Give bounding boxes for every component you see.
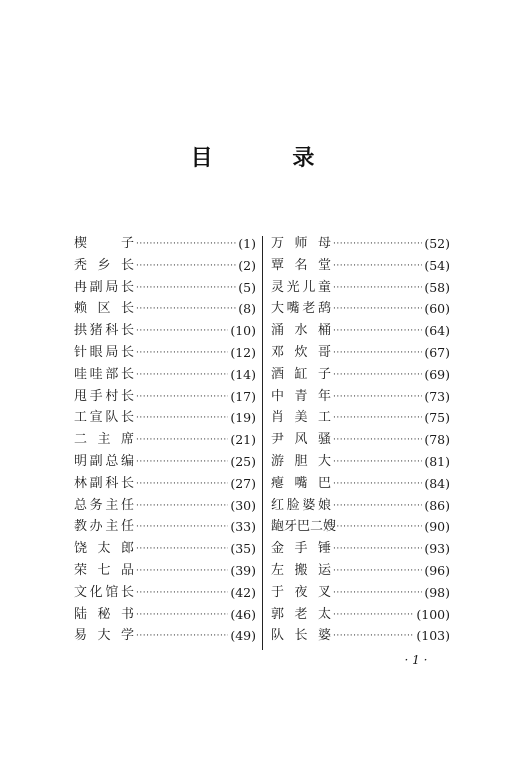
toc-entry — [74, 407, 256, 429]
toc-entry-title: 龅牙巴二嫂 — [271, 519, 337, 535]
dot-leader — [333, 625, 414, 647]
toc-entry — [74, 364, 256, 386]
toc-entry-page: (54) — [424, 257, 450, 273]
toc-entry-title: 冉副局长 — [74, 279, 134, 295]
toc-entry-title: 涌水桶 — [271, 323, 331, 339]
dot-leader — [333, 386, 422, 408]
toc-entry-title: 明副总编 — [74, 453, 134, 469]
toc-entry-page: (19) — [230, 410, 256, 426]
toc-entry-page: (49) — [230, 628, 256, 644]
toc-entry-page: (58) — [424, 279, 450, 295]
toc-entry-title: 游胆大 — [271, 453, 331, 469]
toc-entry-page: (69) — [424, 366, 450, 382]
toc-entry — [271, 582, 450, 604]
toc-entry-page: (86) — [424, 497, 450, 513]
toc-entry-page: (2) — [238, 257, 256, 273]
dot-leader — [136, 298, 236, 320]
toc-entry-page: (81) — [424, 453, 450, 469]
toc-entry — [74, 277, 256, 299]
dot-leader — [333, 298, 422, 320]
toc-entry — [271, 407, 450, 429]
toc-entry-page: (75) — [424, 410, 450, 426]
toc-entry-title: 教办主任 — [74, 519, 134, 535]
toc-entry-page: (78) — [424, 432, 450, 448]
dot-leader — [136, 407, 228, 429]
dot-leader — [333, 429, 422, 451]
toc-entry-page: (17) — [230, 388, 256, 404]
toc-entry-title: 红脸婆娘 — [271, 497, 331, 513]
toc-entry-title: 郭老太 — [271, 606, 331, 622]
toc-entry-title: 总务主任 — [74, 497, 134, 513]
dot-leader — [136, 538, 228, 560]
toc-entry-title: 覃名堂 — [271, 257, 331, 273]
toc-entry-title: 拱猪科长 — [74, 323, 134, 339]
toc-entry-page: (93) — [424, 541, 450, 557]
dot-leader — [333, 604, 414, 626]
toc-entry-title: 秃乡长 — [74, 257, 134, 273]
dot-leader — [136, 516, 228, 538]
toc-entry-title: 陆秘书 — [74, 606, 134, 622]
dot-leader — [333, 320, 422, 342]
toc-entry — [271, 233, 450, 255]
toc-entry — [74, 451, 256, 473]
toc-entry-page: (25) — [230, 453, 256, 469]
dot-leader — [136, 625, 228, 647]
toc-entry — [271, 473, 450, 495]
dot-leader — [333, 516, 422, 538]
toc-entry-title: 于夜叉 — [271, 584, 331, 600]
toc-entry-page: (8) — [238, 301, 256, 317]
toc-entry — [271, 538, 450, 560]
toc-entry-title: 左搬运 — [271, 562, 331, 578]
toc-entry — [74, 255, 256, 277]
toc-entry — [74, 560, 256, 582]
dot-leader — [136, 364, 228, 386]
dot-leader — [136, 386, 228, 408]
toc-entry-title: 荣七品 — [74, 562, 134, 578]
toc-right-column — [271, 233, 450, 647]
dot-leader — [333, 255, 422, 277]
page-number: · 1 · — [404, 653, 428, 667]
toc-entry-title: 针眼局长 — [74, 344, 134, 360]
toc-entry-title: 二主席 — [74, 432, 134, 448]
toc-entry-title: 林副科长 — [74, 475, 134, 491]
toc-entry — [74, 386, 256, 408]
toc-entry — [74, 473, 256, 495]
dot-leader — [136, 277, 236, 299]
dot-leader — [333, 473, 422, 495]
toc-entry-page: (35) — [230, 541, 256, 557]
dot-leader — [333, 364, 422, 386]
toc-entry — [74, 604, 256, 626]
dot-leader — [333, 407, 422, 429]
toc-entry-title: 楔子 — [74, 236, 134, 251]
toc-entry — [271, 386, 450, 408]
dot-leader — [333, 495, 422, 517]
toc-entry-page: (14) — [230, 366, 256, 382]
dot-leader — [136, 233, 236, 255]
toc-entry-page: (100) — [416, 606, 450, 622]
toc-entry-title: 金手锤 — [271, 541, 331, 557]
dot-leader — [333, 582, 422, 604]
toc-entry-page: (96) — [424, 562, 450, 578]
toc-entry-page: (21) — [230, 432, 256, 448]
toc-entry — [271, 451, 450, 473]
dot-leader — [136, 604, 228, 626]
toc-entry-page: (30) — [230, 497, 256, 513]
toc-entry — [271, 364, 450, 386]
toc-entry-page: (52) — [424, 236, 450, 251]
page-title: 目 录 — [190, 145, 351, 171]
toc-entry — [74, 582, 256, 604]
toc-entry — [271, 342, 450, 364]
toc-entry — [271, 560, 450, 582]
toc-entry-page: (33) — [230, 519, 256, 535]
toc-entry-page: (103) — [416, 628, 450, 644]
dot-leader — [136, 582, 228, 604]
toc-entry-page: (90) — [424, 519, 450, 535]
toc-entry — [74, 516, 256, 538]
toc-entry — [271, 277, 450, 299]
toc-entry-title: 工宣队长 — [74, 410, 134, 426]
toc-entry-page: (64) — [424, 323, 450, 339]
toc-left-column — [74, 233, 256, 647]
toc-entry — [74, 429, 256, 451]
toc-entry-page: (60) — [424, 301, 450, 317]
toc-entry — [74, 298, 256, 320]
toc-entry-title: 哇哇部长 — [74, 366, 134, 382]
toc-entry — [271, 495, 450, 517]
toc-entry-page: (46) — [230, 606, 256, 622]
toc-entry-title: 中青年 — [271, 388, 331, 404]
toc-entry — [271, 516, 450, 538]
toc-entry-page: (73) — [424, 388, 450, 404]
toc-entry-title: 甩手村长 — [74, 388, 134, 404]
toc-entry-title: 队长婆 — [271, 628, 331, 644]
dot-leader — [333, 451, 422, 473]
dot-leader — [136, 255, 236, 277]
toc-entry — [74, 625, 256, 647]
toc-entry-page: (12) — [230, 344, 256, 360]
dot-leader — [333, 233, 422, 255]
toc-entry — [74, 538, 256, 560]
toc-entry — [74, 342, 256, 364]
toc-entry — [74, 320, 256, 342]
toc-entry — [74, 495, 256, 517]
dot-leader — [136, 495, 228, 517]
toc-entry-page: (27) — [230, 475, 256, 491]
toc-entry-title: 邓炊哥 — [271, 344, 331, 360]
toc-entry-page: (1) — [238, 236, 256, 251]
dot-leader — [136, 560, 228, 582]
toc-entry-page: (10) — [230, 323, 256, 339]
dot-leader — [136, 320, 228, 342]
dot-leader — [333, 342, 422, 364]
toc-entry-page: (39) — [230, 562, 256, 578]
toc-entry — [271, 320, 450, 342]
toc-entry-title: 肖美工 — [271, 410, 331, 426]
toc-entry-page: (98) — [424, 584, 450, 600]
toc-entry-title: 大嘴老鸹 — [271, 301, 331, 317]
toc-entry-page: (42) — [230, 584, 256, 600]
dot-leader — [136, 429, 228, 451]
dot-leader — [136, 473, 228, 495]
toc-entry — [271, 255, 450, 277]
dot-leader — [333, 538, 422, 560]
toc-entry — [271, 625, 450, 647]
dot-leader — [333, 560, 422, 582]
toc-entry-title: 文化馆长 — [74, 584, 134, 600]
toc-entry-title: 万师母 — [271, 236, 331, 251]
column-divider — [262, 236, 263, 650]
toc-entry-page: (84) — [424, 475, 450, 491]
dot-leader — [333, 277, 422, 299]
toc-entry-title: 易大学 — [74, 628, 134, 644]
toc-entry-page: (67) — [424, 344, 450, 360]
toc-entry-title: 瘪嘴巴 — [271, 475, 331, 491]
toc-entry-title: 尹风骚 — [271, 432, 331, 448]
toc-entry-title: 饶太郎 — [74, 541, 134, 557]
toc-entry-page: (5) — [238, 279, 256, 295]
toc-entry-title: 赖区长 — [74, 301, 134, 317]
toc-entry — [271, 429, 450, 451]
toc-entry — [271, 298, 450, 320]
dot-leader — [136, 342, 228, 364]
toc-entry-title: 灵光儿童 — [271, 279, 331, 295]
toc-entry — [74, 233, 256, 255]
toc-entry — [271, 604, 450, 626]
dot-leader — [136, 451, 228, 473]
toc-entry-title: 酒缸子 — [271, 366, 331, 382]
